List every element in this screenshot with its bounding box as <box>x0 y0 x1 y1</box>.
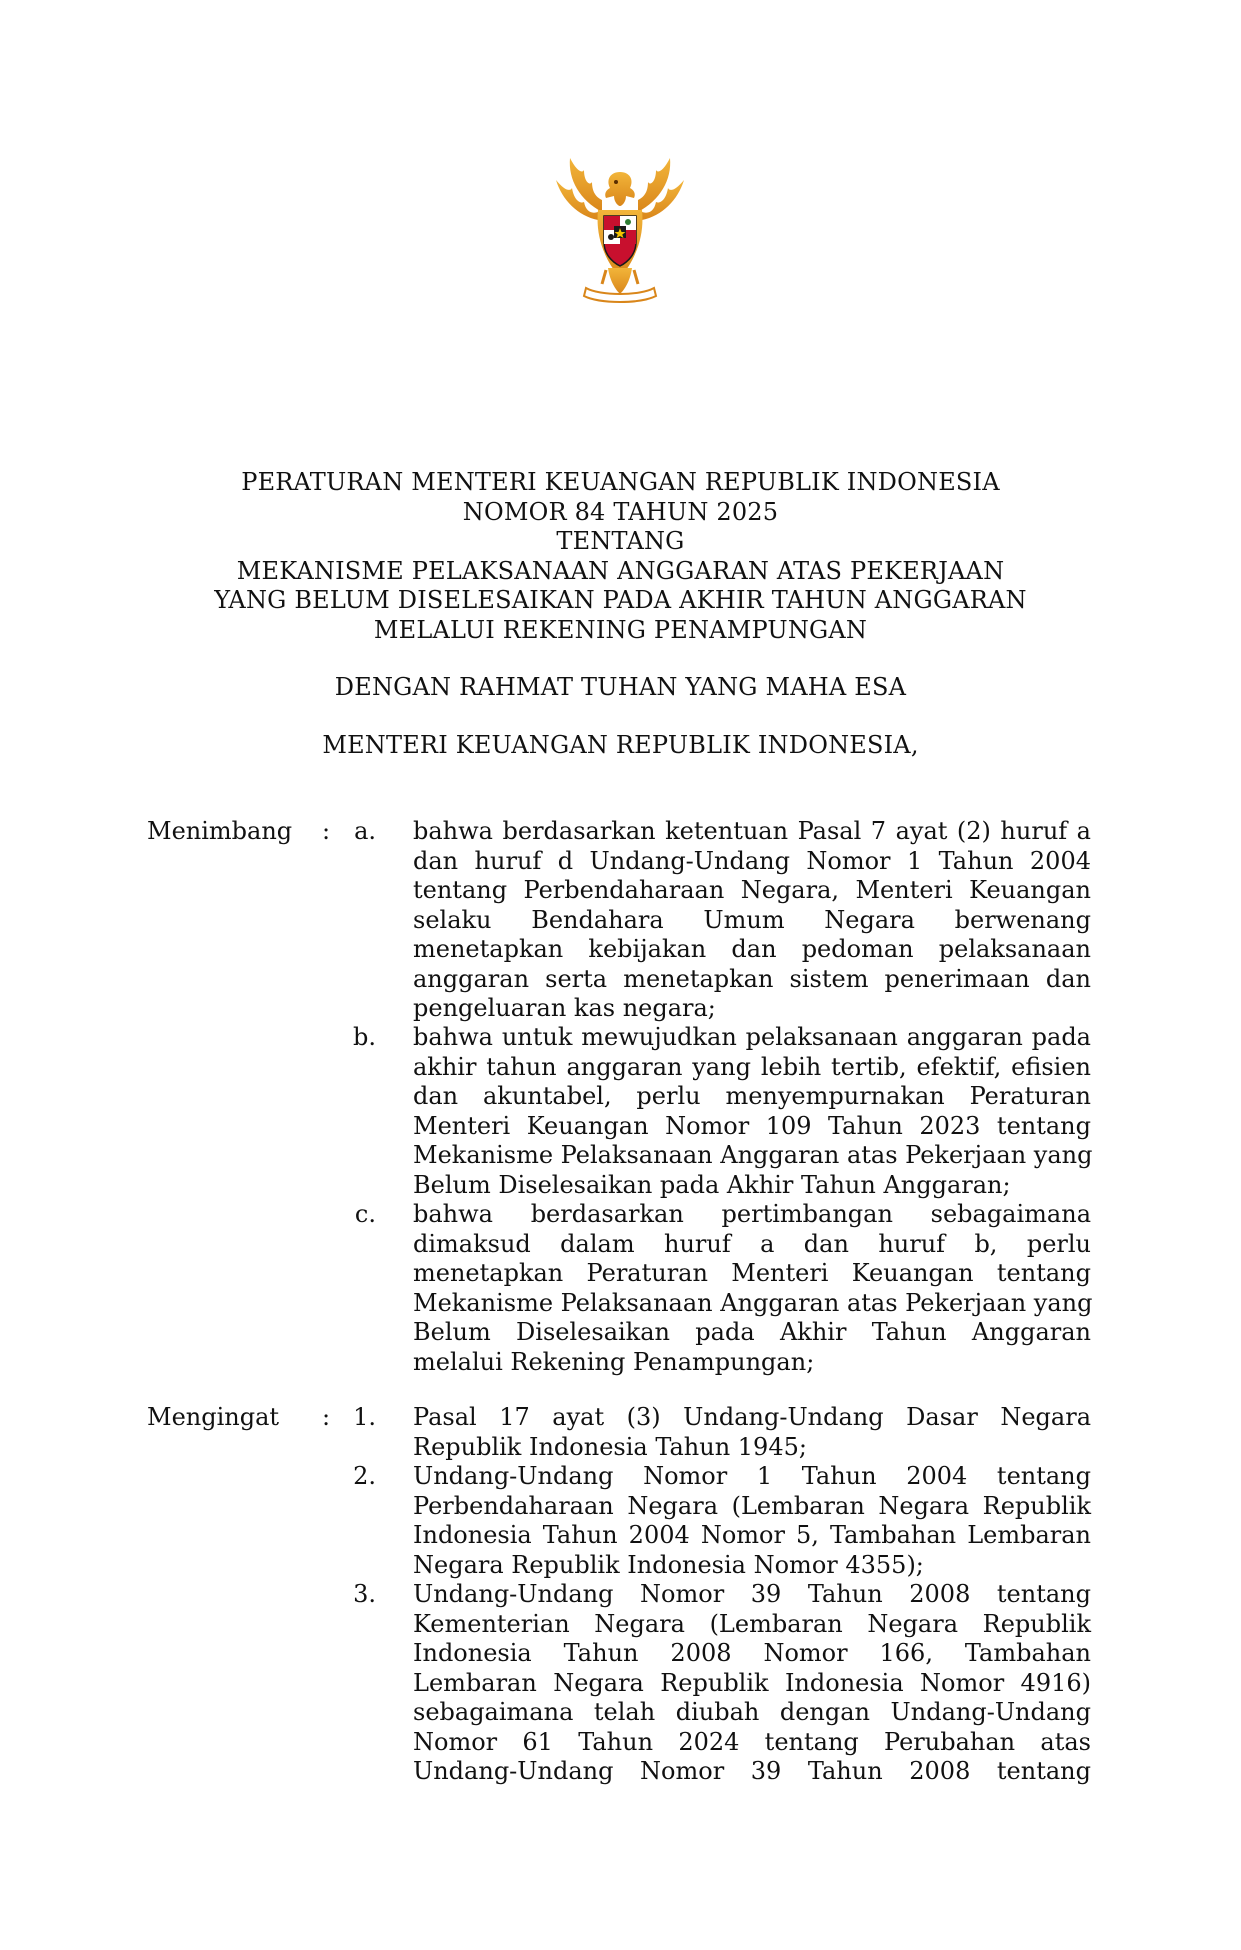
title-line: YANG BELUM DISELESAIKAN PADA AKHIR TAHUN ANGGARAN <box>214 586 1027 614</box>
text-line: melalui Rekening Penampungan; <box>413 1347 815 1376</box>
text-line: Belum Diselesaikan pada Akhir Tahun Anggaran; <box>413 1170 1011 1199</box>
title-line: PERATURAN MENTERI KEUANGAN REPUBLIK INDONESIA <box>241 468 1000 496</box>
text-line: anggaran serta menetapkan sistem penerimaan dan <box>413 964 1091 993</box>
text-line: Mekanisme Pelaksanaan Anggaran atas Pekerjaan yang <box>413 1141 1093 1169</box>
section-label: Mengingat <box>147 1403 280 1431</box>
item-marker: 3. <box>353 1580 376 1608</box>
item-marker: 1. <box>353 1403 376 1431</box>
text-line: dan akuntabel, perlu menyempurnakan Peraturan <box>413 1082 1091 1110</box>
text-line: Belum Diselesaikan pada Akhir Tahun Anggaran <box>413 1318 1091 1346</box>
text-line: Mekanisme Pelaksanaan Anggaran atas Pekerjaan yang <box>413 1288 1093 1317</box>
text-line: Lembaran Negara Republik Indonesia Nomor 4916) <box>413 1668 1091 1697</box>
item-marker: a. <box>354 817 376 845</box>
text-line: tentang Perbendaharaan Negara, Menteri Keuangan <box>413 876 1091 904</box>
regulation-title <box>0 468 1241 645</box>
text-line: Menteri Keuangan Nomor 109 Tahun 2023 tentang <box>413 1111 1091 1140</box>
section-colon: : <box>322 817 331 845</box>
item-marker: b. <box>353 1023 376 1051</box>
item-text <box>413 1023 1091 1200</box>
section-label: Menimbang <box>147 817 293 845</box>
text-line: pengeluaran kas negara; <box>413 994 716 1022</box>
section-colon: : <box>322 1403 331 1431</box>
title-line: MEKANISME PELAKSANAAN ANGGARAN ATAS PEKERJAAN <box>236 556 1005 585</box>
text-line: menetapkan kebijakan dan pedoman pelaksanaan <box>413 935 1091 963</box>
item-marker: 2. <box>353 1462 376 1490</box>
text-line: sebagaimana telah diubah dengan Undang-Undang <box>413 1698 1091 1726</box>
text-line: Perbendaharaan Negara (Lembaran Negara Republik <box>413 1491 1091 1520</box>
item-text <box>413 1403 1091 1462</box>
text-line: Republik Indonesia Tahun 1945; <box>413 1432 807 1461</box>
text-line: Pasal 17 ayat (3) Undang-Undang Dasar Negara <box>413 1403 1091 1431</box>
text-line: selaku Bendahara Umum Negara berwenang <box>413 905 1091 934</box>
text-line: dan huruf d Undang-Undang Nomor 1 Tahun 2004 <box>413 846 1091 875</box>
text-line: Nomor 61 Tahun 2024 tentang Perubahan atas <box>413 1727 1091 1756</box>
text-line: akhir tahun anggaran yang lebih tertib, efektif, efisien <box>413 1052 1091 1081</box>
title-line: TENTANG <box>556 527 685 555</box>
item-text <box>413 1200 1091 1377</box>
text-line: Kementerian Negara (Lembaran Negara Republik <box>413 1609 1091 1638</box>
text-line: Undang-Undang Nomor 39 Tahun 2008 tentang <box>413 1757 1091 1785</box>
garuda-pancasila-emblem <box>540 150 700 320</box>
item-text <box>413 1580 1091 1787</box>
item-marker: c. <box>354 1200 376 1228</box>
text-line: Indonesia Tahun 2008 Nomor 166, Tambahan <box>413 1639 1091 1667</box>
text-line: menetapkan Peraturan Menteri Keuangan tentang <box>413 1259 1091 1287</box>
item-text <box>413 817 1091 1024</box>
text-line: Negara Republik Indonesia Nomor 4355); <box>413 1550 924 1579</box>
issuer: MENTERI KEUANGAN REPUBLIK INDONESIA, <box>322 731 919 759</box>
text-line: bahwa untuk mewujudkan pelaksanaan anggaran pada <box>413 1023 1091 1051</box>
text-line: Indonesia Tahun 2004 Nomor 5, Tambahan Lembaran <box>413 1521 1091 1549</box>
invocation: DENGAN RAHMAT TUHAN YANG MAHA ESA <box>334 673 907 701</box>
title-line: NOMOR 84 TAHUN 2025 <box>462 497 779 526</box>
text-line: Undang-Undang Nomor 1 Tahun 2004 tentang <box>413 1462 1091 1490</box>
text-line: bahwa berdasarkan pertimbangan sebagaimana <box>413 1200 1091 1228</box>
title-line: MELALUI REKENING PENAMPUNGAN <box>373 615 868 644</box>
item-text <box>413 1462 1091 1580</box>
text-line: Undang-Undang Nomor 39 Tahun 2008 tentang <box>413 1580 1091 1608</box>
text-line: bahwa berdasarkan ketentuan Pasal 7 ayat (2) huruf a <box>413 817 1091 845</box>
text-line: dimaksud dalam huruf a dan huruf b, perlu <box>413 1229 1091 1258</box>
